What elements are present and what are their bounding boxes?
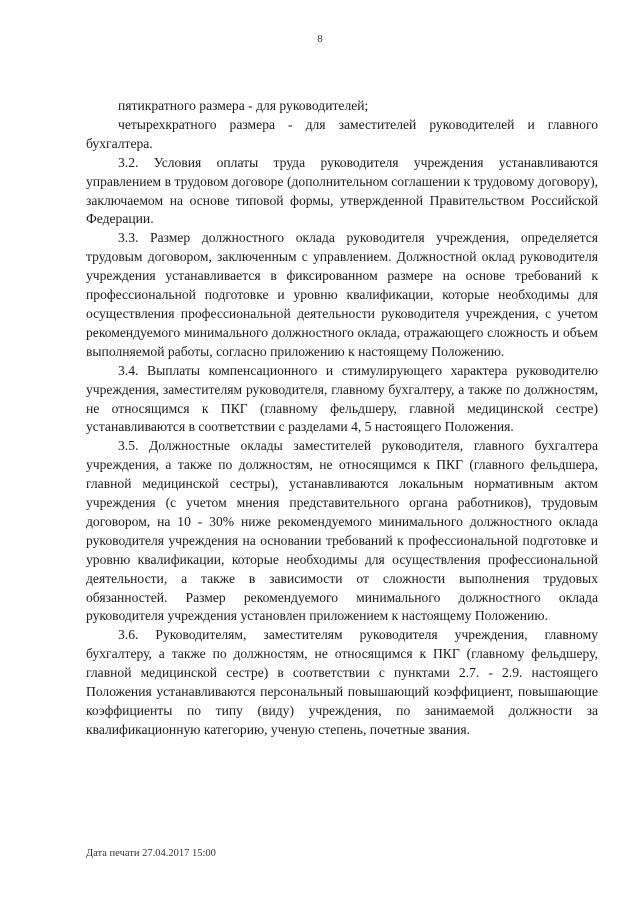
paragraph-3-4: 3.4. Выплаты компенсационного и стимулирующего характера руководителю учреждения, заместителям руководителя, главному бухгалтеру, а также по должностям, не относящимся к ПКГ (главному фельдшеру, главной медицинской сестре) устанавливаются в соответствии с разделами 4, 5 настоящего Положения. [86, 362, 598, 435]
paragraph-3-2: 3.2. Условия оплаты труда руководителя учреждения устанавливаются управлением в трудовом договоре (дополнительном соглашении к трудовому договору), заключаемом на основе типовой формы, утвержденной Правительством Российской Федерации. [86, 154, 598, 227]
paragraph-line-five-times: пятикратного размера - для руководителей; [118, 98, 369, 113]
paragraph-3-6: 3.6. Руководителям, заместителям руководителя учреждения, главному бухгалтеру, а также по должностям, не относящимся к ПКГ (главному фельдшеру, главной медицинской сестре) в соответствии с пунктами 2.7. - 2.9. настоящего Положения устанавливаются персональный повышающий коэффициент, повышающие коэффициенты по типу (виду) учреждения, по занимаемой должности за квалификационную категорию, ученую степень, почетные звания. [86, 627, 598, 737]
document-body [86, 97, 598, 740]
page-number: 8 [317, 34, 323, 45]
print-date-footer: Дата печати 27.04.2017 15:00 [86, 848, 216, 859]
paragraph-3-5: 3.5. Должностные оклады заместителей руководителя, главного бухгалтера учреждения, а также по должностям, не относящимся к ПКГ (главного фельдшера, главной медицинской сестры), устанавливаются локальным нормативным актом учреждения (с учетом мнения представительного органа работников), трудовым договором, на 10 - 30% ниже рекомендуемого минимального должностного оклада руководителя учреждения на основании требований к профессиональной подготовке и уровню квалификации, которые необходимы для осуществления профессиональной деятельности, а также в зависимости от сложности выполнения трудовых обязанностей. Размер рекомендуемого минимального должностного оклада руководителя учреждения установлен приложением к настоящему Положению. [86, 438, 598, 624]
paragraph-3-3: 3.3. Размер должностного оклада руководителя учреждения, определяется трудовым договором, заключенным с управлением. Должностной оклад руководителя учреждения устанавливается в фиксированном размере на основе требований к профессиональной подготовке и уровню квалификации, которые необходимы для осуществления профессиональной деятельности руководителя учреждения, с учетом рекомендуемого минимального должностного оклада, отражающего сложность и объем выполняемой работы, согласно приложению к настоящему Положению. [86, 230, 598, 359]
paragraph-line-four-times: четырехкратного размера - для заместителей руководителей и главного бухгалтера. [86, 116, 598, 151]
